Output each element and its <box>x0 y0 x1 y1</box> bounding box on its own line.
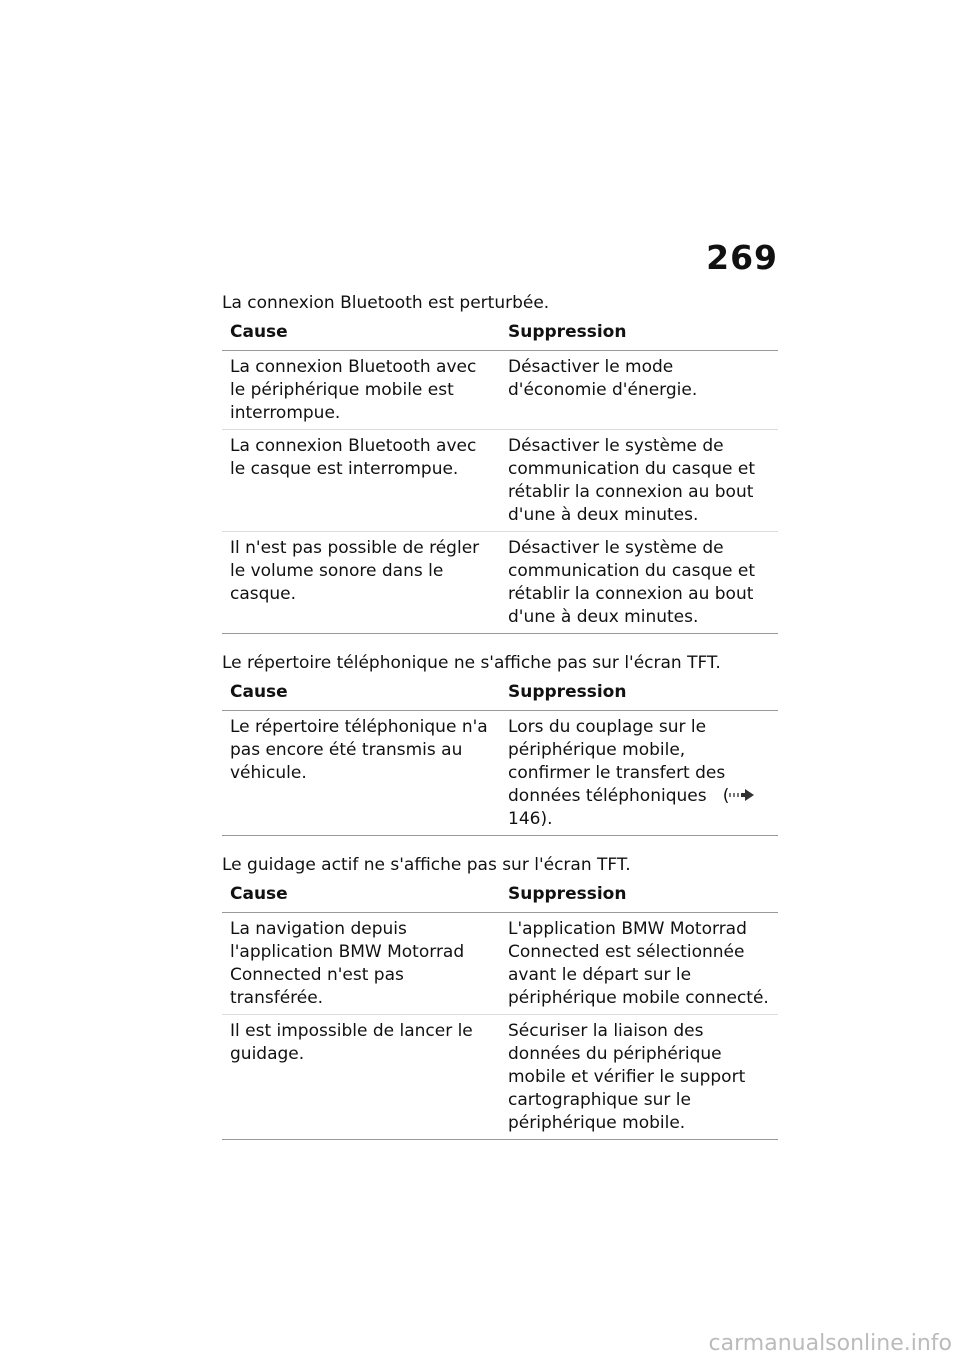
page-reference-number: 146 <box>508 809 541 829</box>
cause-cell: Il n'est pas possible de régler le volume sonore dans le casque. <box>222 532 500 634</box>
section-guidance <box>222 854 778 1140</box>
cause-cell: Il est impossible de lancer le guidage. <box>222 1015 500 1140</box>
header-cause: Cause <box>222 883 500 913</box>
remedy-cell: Désactiver le système de communication du casque et rétablir la connexion au bout d'une à deux minutes. <box>500 532 778 634</box>
page-reference[interactable]: (146). <box>508 786 755 829</box>
header-remedy: Suppression <box>500 883 778 913</box>
table-header-row <box>222 321 778 351</box>
table-row <box>222 351 778 430</box>
section-bluetooth <box>222 292 778 634</box>
page-number: 269 <box>706 238 778 277</box>
remedy-cell: Désactiver le système de communication du casque et rétablir la connexion au bout d'une à deux minutes. <box>500 430 778 532</box>
header-remedy: Suppression <box>500 321 778 351</box>
table-row <box>222 430 778 532</box>
table-row <box>222 532 778 634</box>
header-cause: Cause <box>222 321 500 351</box>
table-row <box>222 711 778 836</box>
remedy-text: Lors du couplage sur le périphérique mobile, confirmer le transfert des données téléphoniques <box>508 717 726 806</box>
section-title: Le guidage actif ne s'affiche pas sur l'écran TFT. <box>222 855 631 875</box>
table-row <box>222 1015 778 1140</box>
remedy-cell: L'application BMW Motorrad Connected est sélectionnée avant le départ sur le périphérique mobile connecté. <box>500 913 778 1015</box>
watermark: carmanualsonline.info <box>708 1331 952 1356</box>
cause-cell: La navigation depuis l'application BMW Motorrad Connected n'est pas transférée. <box>222 913 500 1015</box>
troubleshooting-table <box>222 883 778 1140</box>
remedy-cell <box>500 711 778 836</box>
troubleshooting-table <box>222 321 778 634</box>
page-reference-arrow-icon <box>729 788 755 802</box>
table-header-row <box>222 681 778 711</box>
section-title: La connexion Bluetooth est perturbée. <box>222 293 550 313</box>
cause-cell: La connexion Bluetooth avec le casque est interrompue. <box>222 430 500 532</box>
table-row <box>222 913 778 1015</box>
remedy-cell: Sécuriser la liaison des données du périphérique mobile et vérifier le support cartographique sur le périphérique mobile. <box>500 1015 778 1140</box>
table-header-row <box>222 883 778 913</box>
remedy-cell: Désactiver le mode d'économie d'énergie. <box>500 351 778 430</box>
section-phonebook <box>222 652 778 836</box>
page-content <box>222 292 778 1158</box>
troubleshooting-table <box>222 681 778 836</box>
section-title: Le répertoire téléphonique ne s'affiche pas sur l'écran TFT. <box>222 653 721 673</box>
header-cause: Cause <box>222 681 500 711</box>
cause-cell: La connexion Bluetooth avec le périphérique mobile est interrompue. <box>222 351 500 430</box>
header-remedy: Suppression <box>500 681 778 711</box>
cause-cell: Le répertoire téléphonique n'a pas encore été transmis au véhicule. <box>222 711 500 836</box>
